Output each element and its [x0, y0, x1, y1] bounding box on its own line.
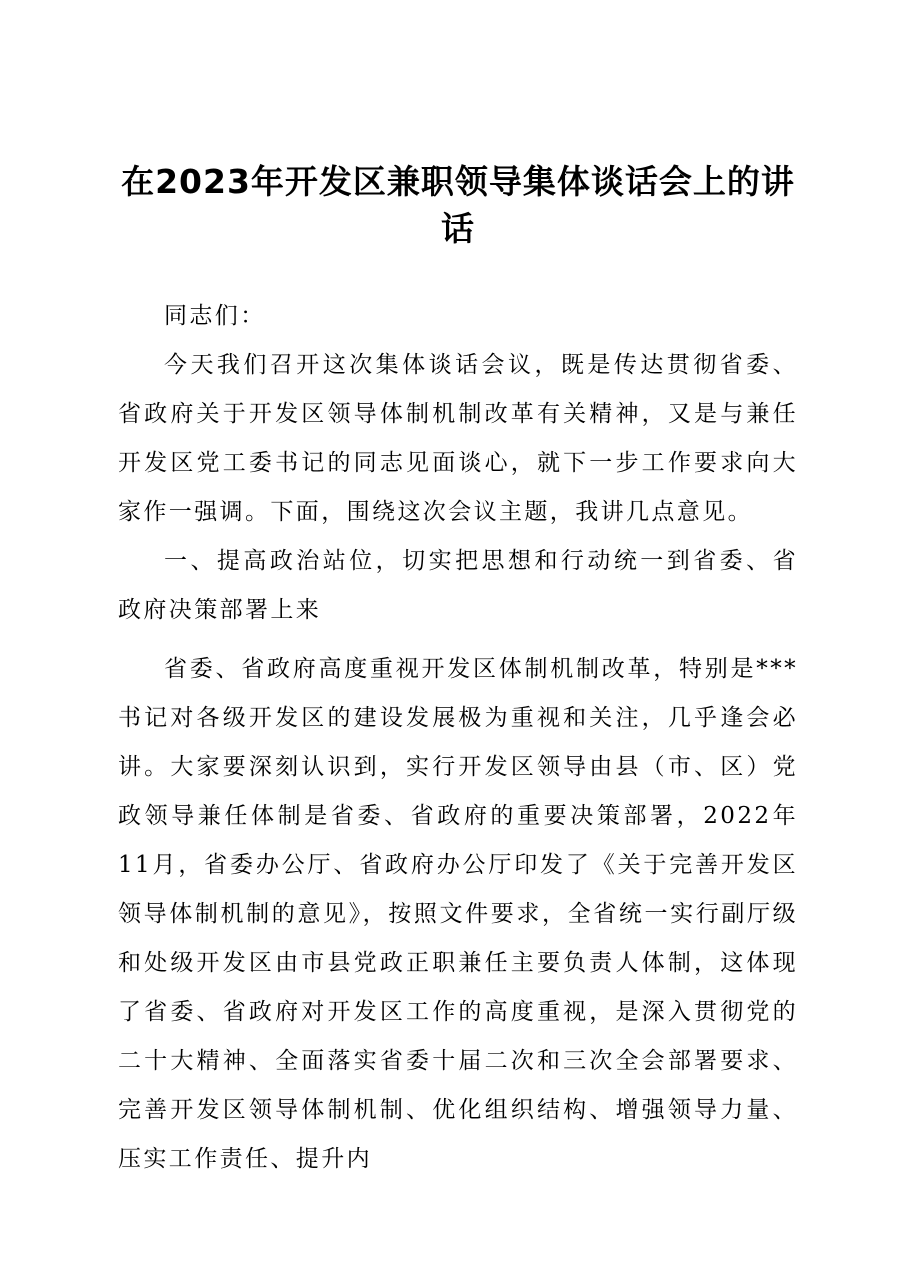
paragraph-intro: 今天我们召开这次集体谈话会议，既是传达贯彻省委、省政府关于开发区领导体制机制改革有关精神，又是与兼任开发区党工委书记的同志见面谈心，就下一步工作要求向大家作一强调。下面，围绕这次会议主题，我讲几点意见。 [118, 352, 798, 525]
document-title: 在2023年开发区兼职领导集体谈话会上的讲话 [121, 162, 795, 248]
paragraph-body: 省委、省政府高度重视开发区体制机制改革，特别是***书记对各级开发区的建设发展极为重视和关注，几乎逢会必讲。大家要深刻认识到，实行开发区领导由县（市、区）党政领导兼任体制是省委、省政府的重要决策部署，2022年11月，省委办公厅、省政府办公厅印发了《关于完善开发区领导体制机制的意见》，按照文件要求，全省统一实行副厅级和处级开发区由市县党政正职兼任主要负责人体制，这体现了省委、省政府对开发区工作的高度重视，是深入贯彻党的二十大精神、全面落实省委十届二次和三次全会部署要求、完善开发区领导体制机制、优化组织结构、增强领导力量、压实工作责任、提升内 [118, 656, 798, 1172]
document-body [118, 292, 798, 1184]
section-heading-1: 一、提高政治站位，切实把思想和行动统一到省委、省政府决策部署上来 [118, 548, 798, 623]
section-spacer [118, 635, 798, 645]
salutation: 同志们： [164, 303, 266, 329]
